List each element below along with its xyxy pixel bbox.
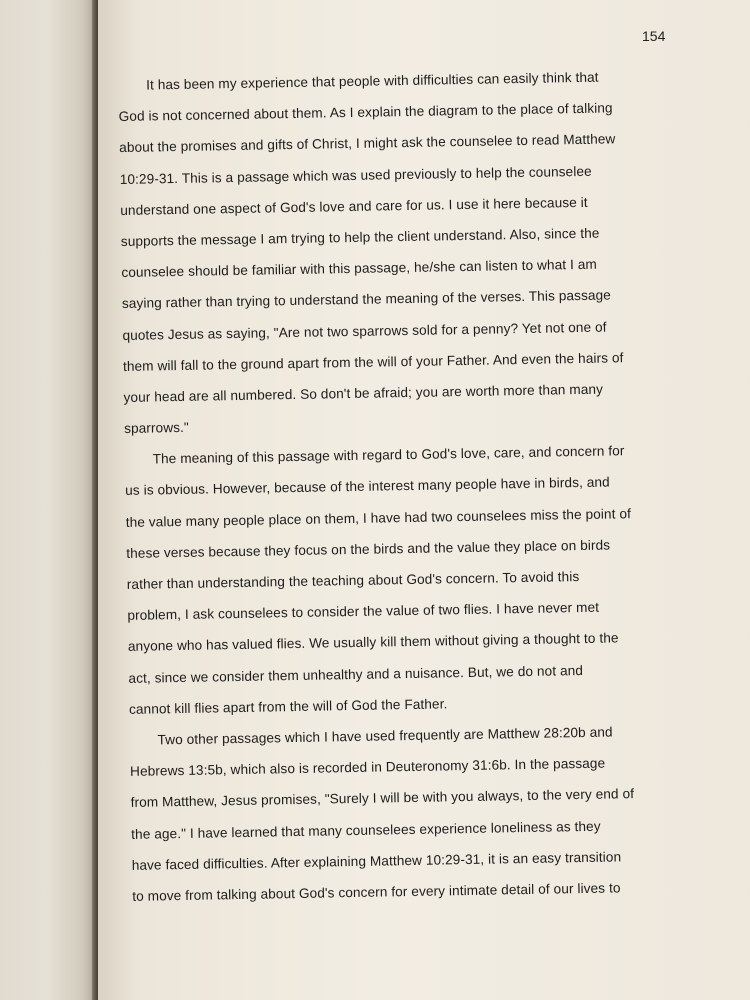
text-line: cannot kill flies apart from the will of God the Father. <box>128 696 448 717</box>
text-line: them will fall to the ground apart from the will of your Father. And even the hairs of <box>122 349 624 374</box>
text-line: It has been my experience that people with difficulties can easily think that <box>145 69 599 93</box>
text-line: 10:29-31. This is a passage which was used previously to help the counselee <box>119 163 592 187</box>
text-line: The meaning of this passage with regard to God's love, care, and concern for <box>152 443 625 467</box>
text-line: these verses because they focus on the birds and the value they place on birds <box>126 537 611 561</box>
text-line: supports the message I am trying to help the client understand. Also, since the <box>120 225 600 249</box>
text-line: problem, I ask counselees to consider the value of two flies. I have never met <box>127 599 600 624</box>
text-line: quotes Jesus as saying, "Are not two sparrows sold for a penny? Yet not one of <box>122 319 607 343</box>
page-number: 154 <box>642 28 666 44</box>
text-line: anyone who has valued flies. We usually kill them without giving a thought to the <box>127 630 619 655</box>
text-line: God is not concerned about them. As I explain the diagram to the place of talking <box>118 100 613 125</box>
text-line: Two other passages which I have used frequently are Matthew 28:20b and <box>157 724 613 748</box>
text-line: Hebrews 13:5b, which also is recorded in Deuteronomy 31:6b. In the passage <box>129 755 606 780</box>
text-line: understand one aspect of God's love and care for us. I use it here because it <box>120 194 588 218</box>
text-line: from Matthew, Jesus promises, "Surely I will be with you always, to the very end of <box>130 786 635 811</box>
text-line: rather than understanding the teaching about God's concern. To avoid this <box>126 569 580 592</box>
text-line: to move from talking about God's concern for every intimate detail of our lives to <box>132 880 621 904</box>
left-page <box>0 0 100 1000</box>
body-text <box>118 68 733 920</box>
text-line: act, since we consider them unhealthy and a nuisance. But, we do not and <box>128 662 584 686</box>
text-line: counselee should be familiar with this passage, he/she can listen to what I am <box>121 256 598 281</box>
paragraph <box>118 68 724 453</box>
paragraph <box>129 722 732 920</box>
paragraph <box>125 442 730 733</box>
text-line: have faced difficulties. After explaining Matthew 10:29-31, it is an easy transition <box>131 849 622 873</box>
text-line: sparrows." <box>123 419 189 437</box>
text-line: your head are all numbered. So don't be afraid; you are worth more than many <box>123 381 604 405</box>
text-line: us is obvious. However, because of the interest many people have in birds, and <box>125 474 610 499</box>
text-line: the age." I have learned that many counselees experience loneliness as they <box>131 818 601 842</box>
text-line: the value many people place on them, I have had two counselees miss the point of <box>125 505 632 530</box>
text-line: about the promises and gifts of Christ, I might ask the counselee to read Matthew <box>119 131 616 156</box>
text-line: saying rather than trying to understand the meaning of the verses. This passage <box>121 287 612 312</box>
